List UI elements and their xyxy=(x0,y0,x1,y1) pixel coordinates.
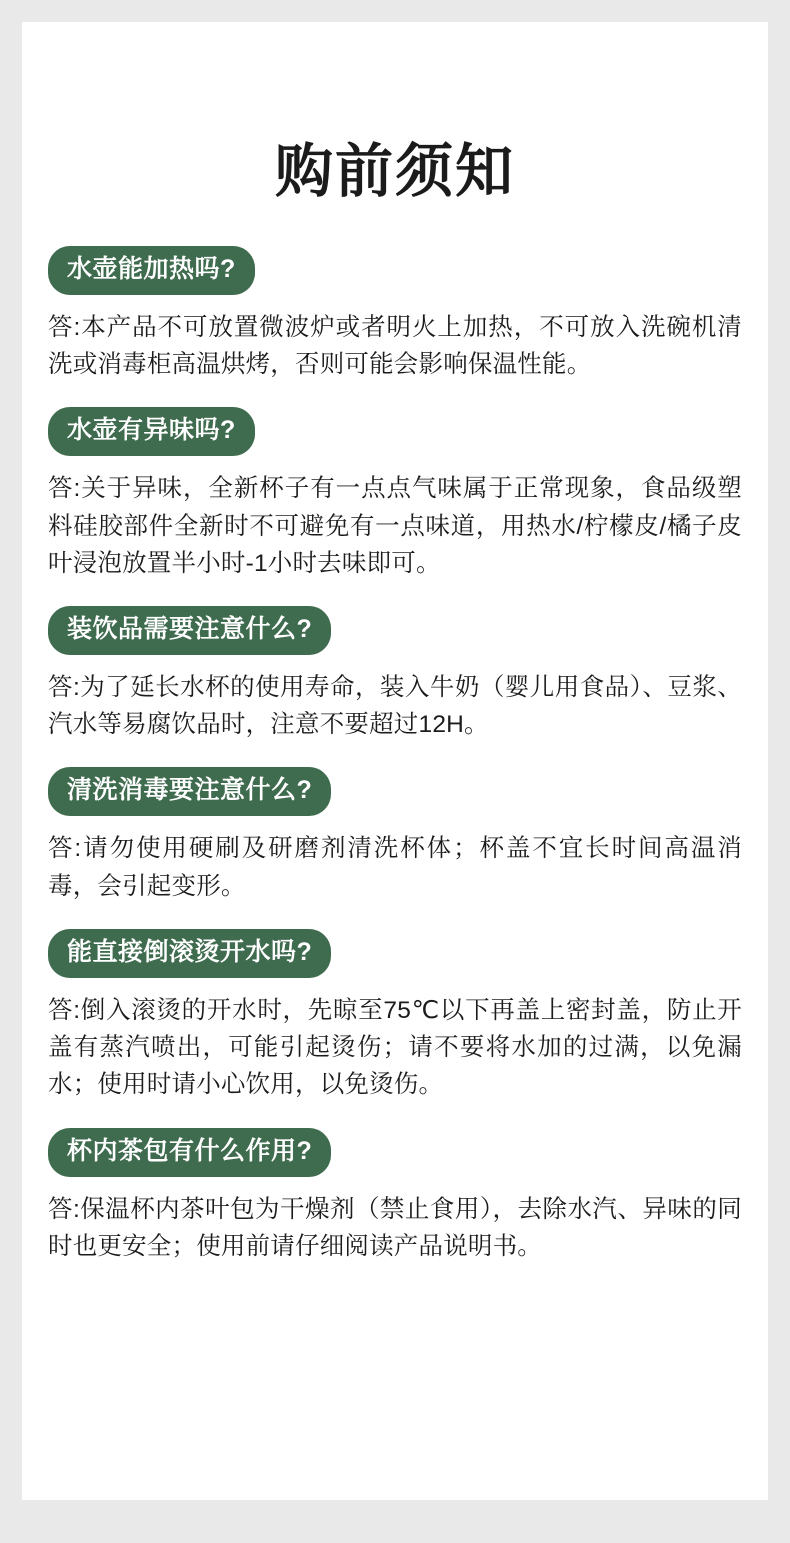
faq-question-badge: 水壶能加热吗? xyxy=(48,246,255,295)
faq-question-badge: 装饮品需要注意什么? xyxy=(48,606,331,655)
faq-question-badge: 杯内茶包有什么作用? xyxy=(48,1128,331,1177)
faq-item xyxy=(48,767,742,904)
faq-answer: 答:保温杯内茶叶包为干燥剂（禁止食用），去除水汽、异味的同时也更安全；使用前请仔细阅读产品说明书。 xyxy=(48,1195,742,1260)
faq-question-badge: 水壶有异味吗? xyxy=(48,407,255,456)
faq-item xyxy=(48,407,742,582)
content-card xyxy=(22,22,768,1500)
faq-question-badge: 清洗消毒要注意什么? xyxy=(48,767,331,816)
faq-list xyxy=(22,246,768,1265)
faq-item xyxy=(48,929,742,1104)
faq-question-badge: 能直接倒滚烫开水吗? xyxy=(48,929,331,978)
faq-item xyxy=(48,1128,742,1265)
faq-answer: 答:关于异味，全新杯子有一点点气味属于正常现象，食品级塑料硅胶部件全新时不可避免有一点味道，用热水/柠檬皮/橘子皮叶浸泡放置半小时-1小时去味即可。 xyxy=(48,475,742,577)
faq-answer: 答:请勿使用硬刷及研磨剂清洗杯体；杯盖不宜长时间高温消毒，会引起变形。 xyxy=(48,835,742,900)
faq-answer: 答:倒入滚烫的开水时，先晾至75℃以下再盖上密封盖，防止开盖有蒸汽喷出，可能引起烫伤；请不要将水加的过满，以免漏水；使用时请小心饮用，以免烫伤。 xyxy=(48,996,742,1099)
faq-answer: 答:为了延长水杯的使用寿命，装入牛奶（婴儿用食品）、豆浆、汽水等易腐饮品时，注意不要超过12H。 xyxy=(48,673,742,739)
faq-item xyxy=(48,606,742,743)
page-title: 购前须知 xyxy=(274,139,515,204)
faq-answer: 答:本产品不可放置微波炉或者明火上加热，不可放入洗碗机清洗或消毒柜高温烘烤，否则可能会影响保温性能。 xyxy=(48,313,742,379)
faq-item xyxy=(48,246,742,383)
